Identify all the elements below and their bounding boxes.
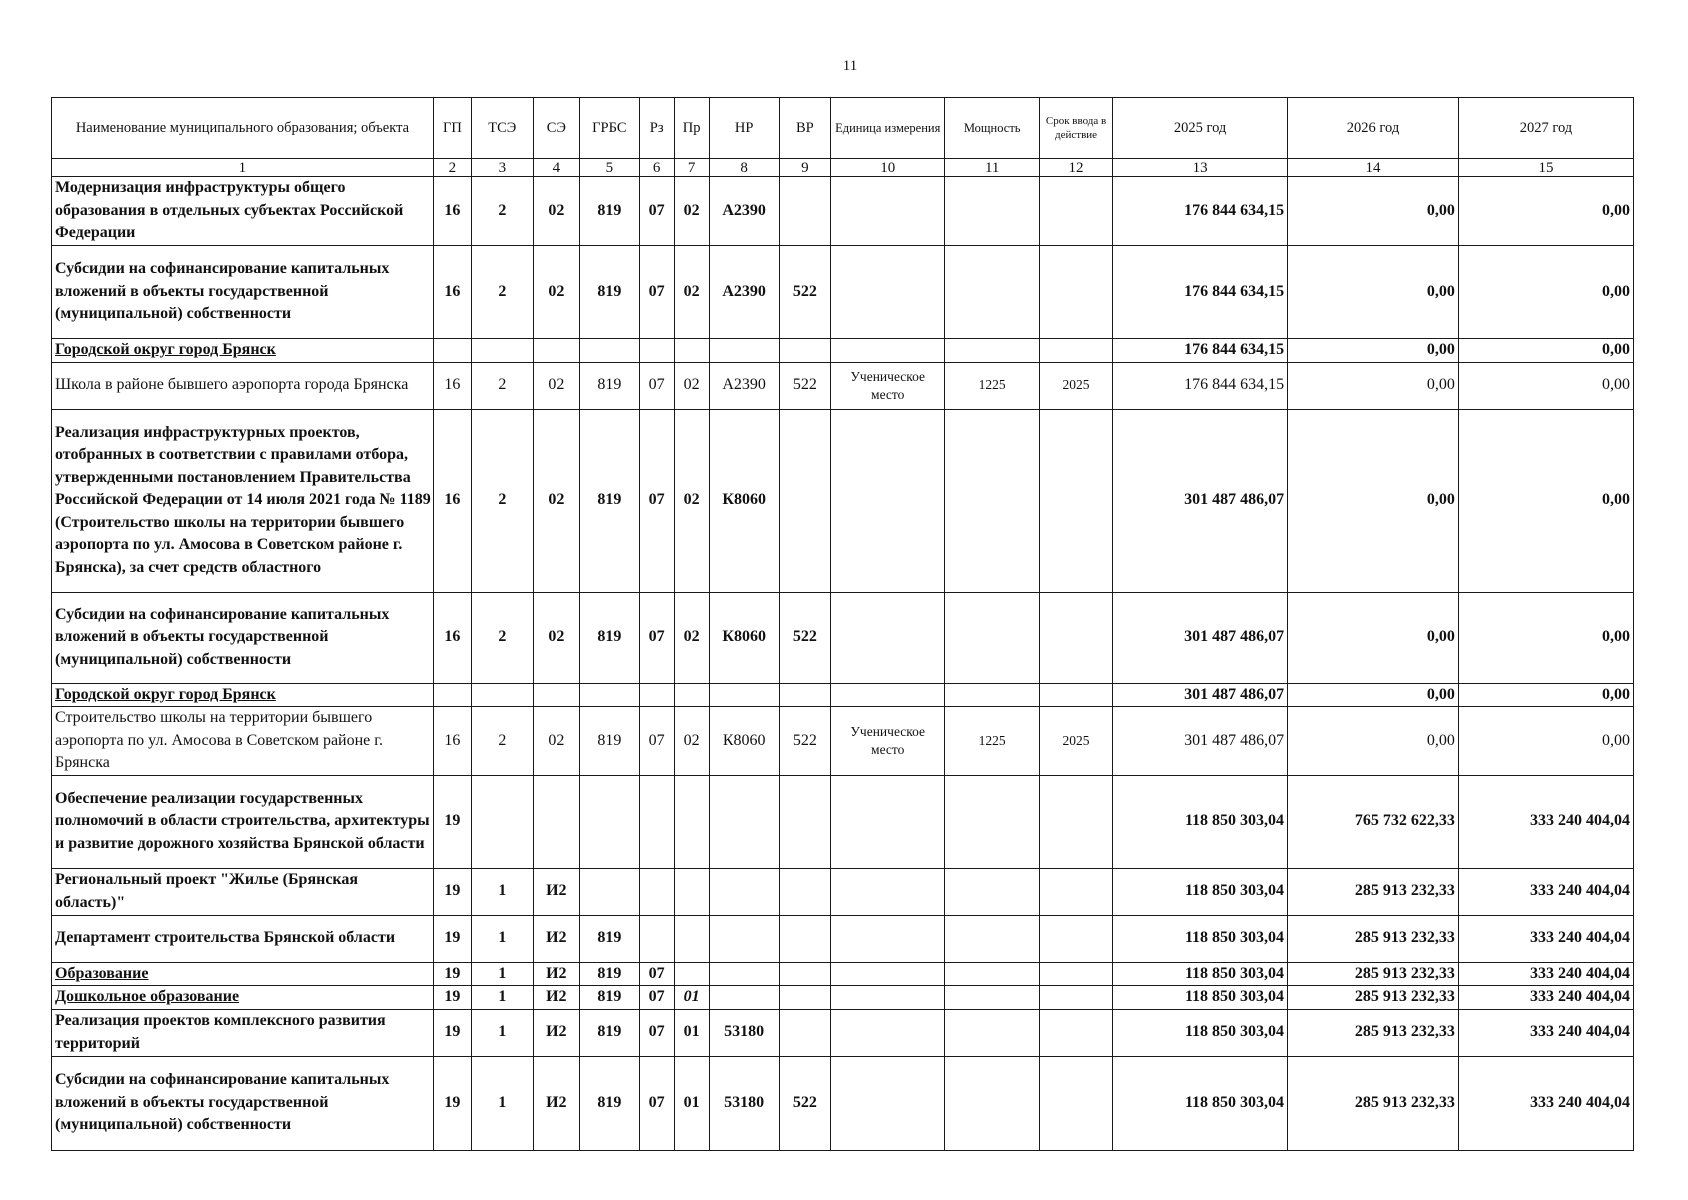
amount-2027: 333 240 404,04 bbox=[1458, 962, 1633, 986]
nr-cell bbox=[709, 986, 779, 1010]
amount-2025: 301 487 486,07 bbox=[1113, 683, 1288, 707]
nr-cell bbox=[709, 683, 779, 707]
gp-cell: 19 bbox=[433, 1056, 471, 1150]
nr-cell: 53180 bbox=[709, 1056, 779, 1150]
power-cell bbox=[945, 409, 1040, 592]
rz-cell: 07 bbox=[639, 409, 674, 592]
rz-cell: 07 bbox=[639, 962, 674, 986]
amount-2026: 285 913 232,33 bbox=[1288, 868, 1459, 915]
column-number: 6 bbox=[639, 159, 674, 177]
amount-2025: 176 844 634,15 bbox=[1113, 177, 1288, 246]
amount-2026: 0,00 bbox=[1288, 683, 1459, 707]
unit-cell bbox=[831, 339, 945, 363]
column-number: 2 bbox=[433, 159, 471, 177]
row-name: Реализация проектов комплексного развития территорий bbox=[52, 1009, 434, 1056]
grbs-cell: 819 bbox=[580, 246, 640, 339]
nr-cell: А2390 bbox=[709, 246, 779, 339]
header-cell: Наименование муниципального образования; объекта bbox=[52, 98, 434, 159]
column-number-row bbox=[52, 159, 1634, 177]
se-cell: И2 bbox=[533, 868, 579, 915]
power-cell bbox=[945, 246, 1040, 339]
tse-cell: 2 bbox=[471, 409, 533, 592]
rz-cell: 07 bbox=[639, 986, 674, 1010]
column-number: 3 bbox=[471, 159, 533, 177]
column-number: 4 bbox=[533, 159, 579, 177]
amount-2026: 0,00 bbox=[1288, 409, 1459, 592]
term-cell bbox=[1040, 339, 1113, 363]
header-cell: Мощность bbox=[945, 98, 1040, 159]
grbs-cell: 819 bbox=[580, 177, 640, 246]
grbs-cell: 819 bbox=[580, 986, 640, 1010]
amount-2026: 285 913 232,33 bbox=[1288, 1056, 1459, 1150]
table-row bbox=[52, 868, 1634, 915]
amount-2025: 176 844 634,15 bbox=[1113, 246, 1288, 339]
rz-cell bbox=[639, 339, 674, 363]
term-cell bbox=[1040, 177, 1113, 246]
amount-2025: 176 844 634,15 bbox=[1113, 339, 1288, 363]
row-name: Департамент строительства Брянской области bbox=[52, 915, 434, 962]
term-cell bbox=[1040, 868, 1113, 915]
row-name: Субсидии на софинансирование капитальных вложений в объекты государственной (муниципальной) собственности bbox=[52, 246, 434, 339]
amount-2027: 333 240 404,04 bbox=[1458, 868, 1633, 915]
row-name: Дошкольное образование bbox=[52, 986, 434, 1010]
column-number: 15 bbox=[1458, 159, 1633, 177]
power-cell bbox=[945, 915, 1040, 962]
nr-cell bbox=[709, 339, 779, 363]
row-name: Модернизация инфраструктуры общего образования в отдельных субъектах Российской Федерации bbox=[52, 177, 434, 246]
header-cell: Срок ввода в действие bbox=[1040, 98, 1113, 159]
term-cell bbox=[1040, 1056, 1113, 1150]
amount-2027: 0,00 bbox=[1458, 683, 1633, 707]
se-cell: И2 bbox=[533, 1056, 579, 1150]
row-name: Строительство школы на территории бывшего аэропорта по ул. Амосова в Советском районе г. Брянска bbox=[52, 707, 434, 776]
row-name: Реализация инфраструктурных проектов, отобранных в соответствии с правилами отбора, утвержденными постановлением Правительства Российской Федерации от 14 июля 2021 года № 1189 (Строительство школы на территории бывшего аэропорта по ул. Амосова в Советском районе г. Брянска), за счет средств областного bbox=[52, 409, 434, 592]
unit-cell bbox=[831, 1009, 945, 1056]
table-row bbox=[52, 409, 1634, 592]
unit-cell bbox=[831, 246, 945, 339]
grbs-cell bbox=[580, 339, 640, 363]
gp-cell: 19 bbox=[433, 986, 471, 1010]
rz-cell: 07 bbox=[639, 246, 674, 339]
row-name: Обеспечение реализации государственных полномочий в области строительства, архитектуры и развитие дорожного хозяйства Брянской области bbox=[52, 775, 434, 868]
pr-cell: 02 bbox=[674, 177, 709, 246]
amount-2026: 285 913 232,33 bbox=[1288, 915, 1459, 962]
nr-cell: А2390 bbox=[709, 177, 779, 246]
gp-cell: 19 bbox=[433, 1009, 471, 1056]
tse-cell: 1 bbox=[471, 915, 533, 962]
amount-2027: 333 240 404,04 bbox=[1458, 775, 1633, 868]
unit-cell bbox=[831, 177, 945, 246]
header-cell: 2026 год bbox=[1288, 98, 1459, 159]
tse-cell: 2 bbox=[471, 362, 533, 409]
power-cell bbox=[945, 339, 1040, 363]
amount-2027: 0,00 bbox=[1458, 707, 1633, 776]
amount-2027: 333 240 404,04 bbox=[1458, 1056, 1633, 1150]
amount-2025: 301 487 486,07 bbox=[1113, 707, 1288, 776]
term-cell bbox=[1040, 1009, 1113, 1056]
amount-2026: 0,00 bbox=[1288, 339, 1459, 363]
power-cell bbox=[945, 986, 1040, 1010]
gp-cell: 19 bbox=[433, 915, 471, 962]
amount-2025: 118 850 303,04 bbox=[1113, 915, 1288, 962]
vr-cell bbox=[779, 339, 830, 363]
vr-cell bbox=[779, 775, 830, 868]
grbs-cell bbox=[580, 775, 640, 868]
amount-2027: 0,00 bbox=[1458, 177, 1633, 246]
nr-cell bbox=[709, 775, 779, 868]
header-cell: СЭ bbox=[533, 98, 579, 159]
pr-cell bbox=[674, 775, 709, 868]
rz-cell: 07 bbox=[639, 177, 674, 246]
nr-cell: К8060 bbox=[709, 409, 779, 592]
amount-2025: 301 487 486,07 bbox=[1113, 409, 1288, 592]
power-cell: 1225 bbox=[945, 707, 1040, 776]
header-cell: 2027 год bbox=[1458, 98, 1633, 159]
pr-cell: 02 bbox=[674, 592, 709, 683]
vr-cell: 522 bbox=[779, 592, 830, 683]
nr-cell: К8060 bbox=[709, 592, 779, 683]
grbs-cell: 819 bbox=[580, 1009, 640, 1056]
amount-2027: 0,00 bbox=[1458, 592, 1633, 683]
table-row bbox=[52, 1009, 1634, 1056]
header-cell: Рз bbox=[639, 98, 674, 159]
gp-cell: 16 bbox=[433, 592, 471, 683]
amount-2025: 118 850 303,04 bbox=[1113, 962, 1288, 986]
term-cell bbox=[1040, 986, 1113, 1010]
amount-2026: 0,00 bbox=[1288, 177, 1459, 246]
vr-cell bbox=[779, 962, 830, 986]
amount-2025: 118 850 303,04 bbox=[1113, 868, 1288, 915]
vr-cell: 522 bbox=[779, 1056, 830, 1150]
amount-2027: 0,00 bbox=[1458, 246, 1633, 339]
nr-cell: К8060 bbox=[709, 707, 779, 776]
amount-2026: 0,00 bbox=[1288, 246, 1459, 339]
term-cell bbox=[1040, 246, 1113, 339]
table-row bbox=[52, 915, 1634, 962]
unit-cell bbox=[831, 592, 945, 683]
unit-cell bbox=[831, 683, 945, 707]
budget-table bbox=[51, 97, 1634, 1151]
power-cell: 1225 bbox=[945, 362, 1040, 409]
term-cell bbox=[1040, 962, 1113, 986]
tse-cell bbox=[471, 775, 533, 868]
gp-cell: 16 bbox=[433, 246, 471, 339]
unit-cell bbox=[831, 986, 945, 1010]
power-cell bbox=[945, 1009, 1040, 1056]
vr-cell: 522 bbox=[779, 246, 830, 339]
table-row bbox=[52, 707, 1634, 776]
table-row bbox=[52, 177, 1634, 246]
vr-cell bbox=[779, 915, 830, 962]
row-name: Субсидии на софинансирование капитальных вложений в объекты государственной (муниципальной) собственности bbox=[52, 592, 434, 683]
tse-cell: 2 bbox=[471, 177, 533, 246]
amount-2026: 0,00 bbox=[1288, 592, 1459, 683]
gp-cell bbox=[433, 683, 471, 707]
amount-2025: 118 850 303,04 bbox=[1113, 986, 1288, 1010]
column-number: 10 bbox=[831, 159, 945, 177]
vr-cell: 522 bbox=[779, 362, 830, 409]
se-cell: И2 bbox=[533, 1009, 579, 1056]
amount-2026: 285 913 232,33 bbox=[1288, 986, 1459, 1010]
header-cell: 2025 год bbox=[1113, 98, 1288, 159]
pr-cell: 01 bbox=[674, 1056, 709, 1150]
pr-cell: 01 bbox=[674, 1009, 709, 1056]
table-row bbox=[52, 962, 1634, 986]
column-number: 8 bbox=[709, 159, 779, 177]
table-row bbox=[52, 339, 1634, 363]
vr-cell bbox=[779, 683, 830, 707]
rz-cell bbox=[639, 868, 674, 915]
amount-2026: 0,00 bbox=[1288, 362, 1459, 409]
amount-2025: 118 850 303,04 bbox=[1113, 1009, 1288, 1056]
amount-2025: 118 850 303,04 bbox=[1113, 1056, 1288, 1150]
amount-2026: 0,00 bbox=[1288, 707, 1459, 776]
vr-cell bbox=[779, 1009, 830, 1056]
column-number: 14 bbox=[1288, 159, 1459, 177]
header-cell: Единица измерения bbox=[831, 98, 945, 159]
grbs-cell: 819 bbox=[580, 362, 640, 409]
grbs-cell bbox=[580, 868, 640, 915]
unit-cell bbox=[831, 915, 945, 962]
grbs-cell: 819 bbox=[580, 409, 640, 592]
rz-cell: 07 bbox=[639, 362, 674, 409]
rz-cell bbox=[639, 915, 674, 962]
grbs-cell bbox=[580, 683, 640, 707]
gp-cell: 16 bbox=[433, 362, 471, 409]
page-number: 11 bbox=[842, 58, 858, 74]
unit-cell bbox=[831, 1056, 945, 1150]
rz-cell bbox=[639, 775, 674, 868]
se-cell bbox=[533, 683, 579, 707]
pr-cell bbox=[674, 683, 709, 707]
gp-cell: 19 bbox=[433, 775, 471, 868]
column-number: 12 bbox=[1040, 159, 1113, 177]
power-cell bbox=[945, 683, 1040, 707]
unit-cell bbox=[831, 868, 945, 915]
vr-cell bbox=[779, 986, 830, 1010]
nr-cell bbox=[709, 962, 779, 986]
rz-cell: 07 bbox=[639, 592, 674, 683]
tse-cell bbox=[471, 683, 533, 707]
unit-cell: Ученическое место bbox=[831, 707, 945, 776]
table-body bbox=[52, 177, 1634, 1151]
pr-cell bbox=[674, 915, 709, 962]
table-row bbox=[52, 1056, 1634, 1150]
amount-2025: 176 844 634,15 bbox=[1113, 362, 1288, 409]
pr-cell bbox=[674, 868, 709, 915]
column-number: 11 bbox=[945, 159, 1040, 177]
term-cell bbox=[1040, 592, 1113, 683]
term-cell bbox=[1040, 775, 1113, 868]
pr-cell: 01 bbox=[674, 986, 709, 1010]
tse-cell: 1 bbox=[471, 1056, 533, 1150]
row-name: Образование bbox=[52, 962, 434, 986]
power-cell bbox=[945, 592, 1040, 683]
grbs-cell: 819 bbox=[580, 707, 640, 776]
gp-cell: 16 bbox=[433, 707, 471, 776]
rz-cell: 07 bbox=[639, 1009, 674, 1056]
se-cell: 02 bbox=[533, 409, 579, 592]
column-number: 7 bbox=[674, 159, 709, 177]
amount-2027: 333 240 404,04 bbox=[1458, 1009, 1633, 1056]
table-row bbox=[52, 683, 1634, 707]
amount-2026: 285 913 232,33 bbox=[1288, 1009, 1459, 1056]
gp-cell: 19 bbox=[433, 868, 471, 915]
tse-cell: 2 bbox=[471, 592, 533, 683]
row-name: Школа в районе бывшего аэропорта города Брянска bbox=[52, 362, 434, 409]
term-cell bbox=[1040, 915, 1113, 962]
header-cell: НР bbox=[709, 98, 779, 159]
amount-2025: 118 850 303,04 bbox=[1113, 775, 1288, 868]
se-cell: 02 bbox=[533, 246, 579, 339]
se-cell: 02 bbox=[533, 362, 579, 409]
nr-cell: А2390 bbox=[709, 362, 779, 409]
nr-cell bbox=[709, 868, 779, 915]
power-cell bbox=[945, 868, 1040, 915]
se-cell bbox=[533, 339, 579, 363]
power-cell bbox=[945, 1056, 1040, 1150]
header-cell: ГП bbox=[433, 98, 471, 159]
power-cell bbox=[945, 775, 1040, 868]
tse-cell: 1 bbox=[471, 986, 533, 1010]
nr-cell bbox=[709, 915, 779, 962]
unit-cell bbox=[831, 775, 945, 868]
table-row bbox=[52, 246, 1634, 339]
nr-cell: 53180 bbox=[709, 1009, 779, 1056]
tse-cell: 1 bbox=[471, 1009, 533, 1056]
amount-2027: 0,00 bbox=[1458, 409, 1633, 592]
row-name: Городской округ город Брянск bbox=[52, 683, 434, 707]
se-cell: 02 bbox=[533, 177, 579, 246]
amount-2026: 765 732 622,33 bbox=[1288, 775, 1459, 868]
row-name: Региональный проект "Жилье (Брянская область)" bbox=[52, 868, 434, 915]
table-row bbox=[52, 362, 1634, 409]
amount-2027: 333 240 404,04 bbox=[1458, 915, 1633, 962]
gp-cell bbox=[433, 339, 471, 363]
unit-cell: Ученическое место bbox=[831, 362, 945, 409]
pr-cell bbox=[674, 339, 709, 363]
amount-2027: 0,00 bbox=[1458, 362, 1633, 409]
tse-cell: 1 bbox=[471, 962, 533, 986]
term-cell bbox=[1040, 683, 1113, 707]
tse-cell: 2 bbox=[471, 707, 533, 776]
grbs-cell: 819 bbox=[580, 592, 640, 683]
amount-2027: 0,00 bbox=[1458, 339, 1633, 363]
pr-cell bbox=[674, 962, 709, 986]
vr-cell bbox=[779, 409, 830, 592]
se-cell: 02 bbox=[533, 707, 579, 776]
term-cell bbox=[1040, 409, 1113, 592]
term-cell: 2025 bbox=[1040, 362, 1113, 409]
vr-cell bbox=[779, 868, 830, 915]
rz-cell: 07 bbox=[639, 707, 674, 776]
table-row bbox=[52, 592, 1634, 683]
power-cell bbox=[945, 177, 1040, 246]
se-cell: И2 bbox=[533, 962, 579, 986]
row-name: Субсидии на софинансирование капитальных вложений в объекты государственной (муниципальной) собственности bbox=[52, 1056, 434, 1150]
table-header-row bbox=[52, 98, 1634, 159]
tse-cell: 2 bbox=[471, 246, 533, 339]
column-number: 1 bbox=[52, 159, 434, 177]
term-cell: 2025 bbox=[1040, 707, 1113, 776]
tse-cell bbox=[471, 339, 533, 363]
se-cell: И2 bbox=[533, 986, 579, 1010]
gp-cell: 19 bbox=[433, 962, 471, 986]
unit-cell bbox=[831, 962, 945, 986]
header-cell: ТСЭ bbox=[471, 98, 533, 159]
column-number: 9 bbox=[779, 159, 830, 177]
tse-cell: 1 bbox=[471, 868, 533, 915]
gp-cell: 16 bbox=[433, 177, 471, 246]
rz-cell bbox=[639, 683, 674, 707]
pr-cell: 02 bbox=[674, 362, 709, 409]
rz-cell: 07 bbox=[639, 1056, 674, 1150]
power-cell bbox=[945, 962, 1040, 986]
column-number: 13 bbox=[1113, 159, 1288, 177]
se-cell bbox=[533, 775, 579, 868]
amount-2026: 285 913 232,33 bbox=[1288, 962, 1459, 986]
header-cell: ГРБС bbox=[580, 98, 640, 159]
pr-cell: 02 bbox=[674, 707, 709, 776]
se-cell: 02 bbox=[533, 592, 579, 683]
amount-2027: 333 240 404,04 bbox=[1458, 986, 1633, 1010]
amount-2025: 301 487 486,07 bbox=[1113, 592, 1288, 683]
header-cell: ВР bbox=[779, 98, 830, 159]
unit-cell bbox=[831, 409, 945, 592]
pr-cell: 02 bbox=[674, 246, 709, 339]
row-name: Городской округ город Брянск bbox=[52, 339, 434, 363]
se-cell: И2 bbox=[533, 915, 579, 962]
vr-cell bbox=[779, 177, 830, 246]
table-row bbox=[52, 986, 1634, 1010]
table-row bbox=[52, 775, 1634, 868]
vr-cell: 522 bbox=[779, 707, 830, 776]
grbs-cell: 819 bbox=[580, 962, 640, 986]
grbs-cell: 819 bbox=[580, 1056, 640, 1150]
grbs-cell: 819 bbox=[580, 915, 640, 962]
column-number: 5 bbox=[580, 159, 640, 177]
gp-cell: 16 bbox=[433, 409, 471, 592]
pr-cell: 02 bbox=[674, 409, 709, 592]
header-cell: Пр bbox=[674, 98, 709, 159]
